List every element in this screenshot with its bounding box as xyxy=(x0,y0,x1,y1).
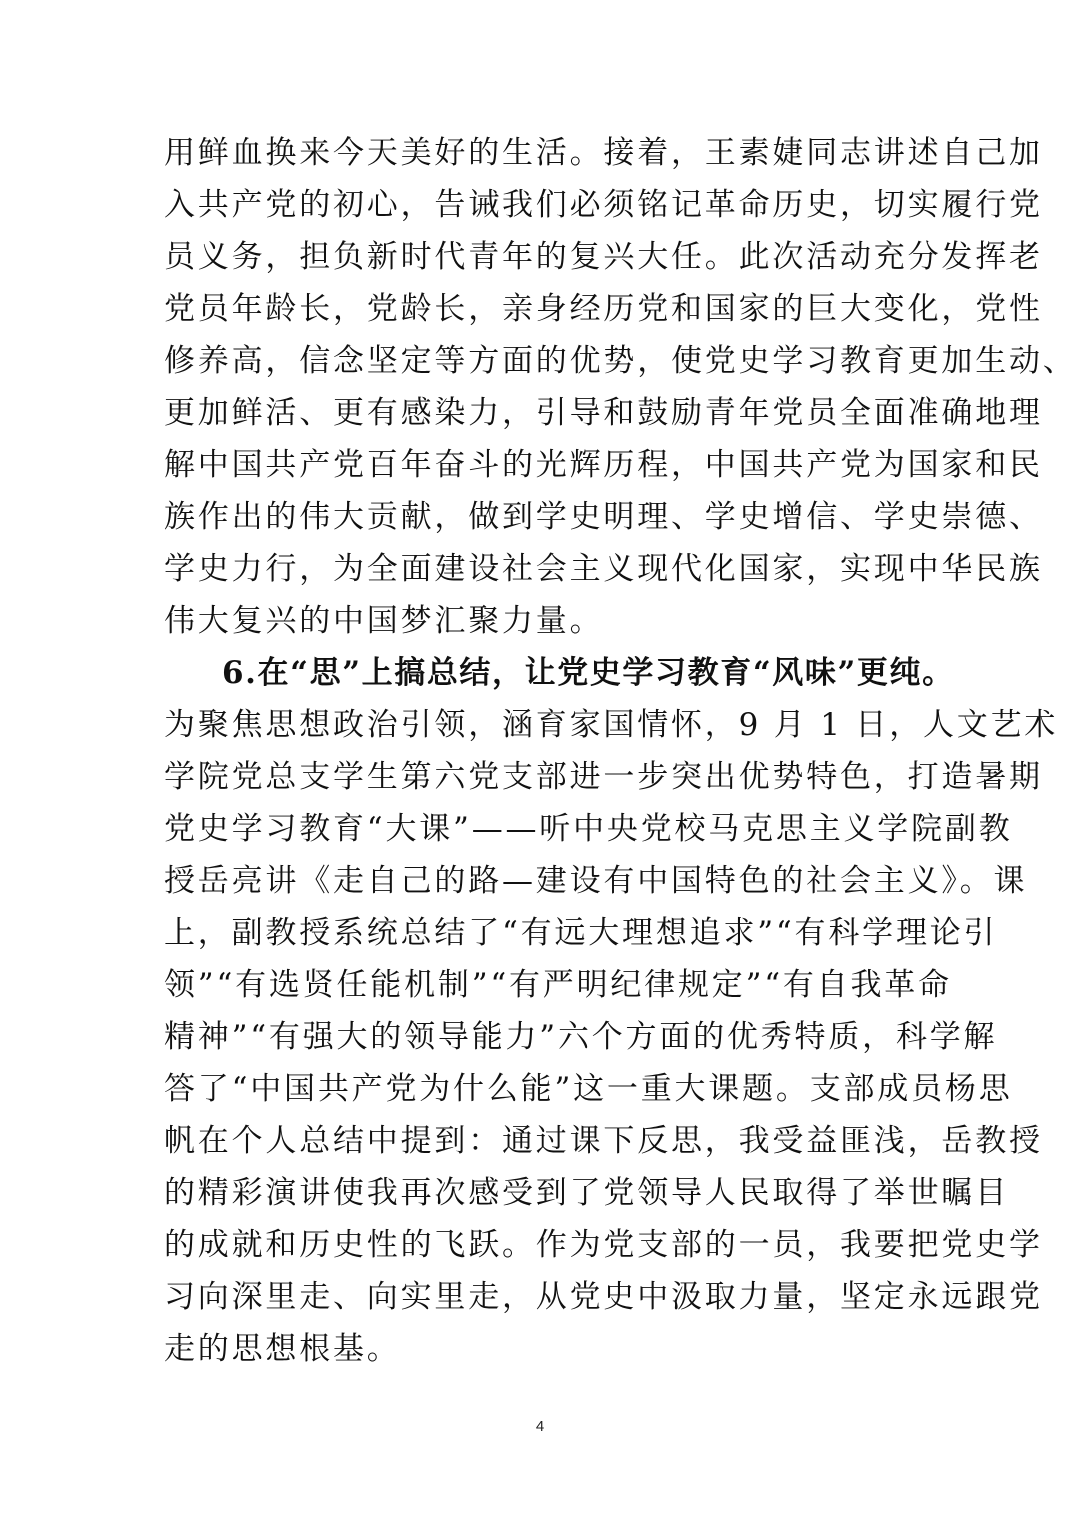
paragraph-line: 更加鲜活、更有感染力，引导和鼓励青年党员全面准确地理 xyxy=(164,395,1043,431)
paragraph-line: 党史学习教育“大课”——听中央党校马克思主义学院副教 xyxy=(164,811,1013,847)
section-heading: 6.在“思”上搞总结，让党史学习教育“风味”更纯。 xyxy=(222,655,955,691)
paragraph-2 xyxy=(164,699,1059,1375)
paragraph-line: 党员年龄长，党龄长，亲身经历党和国家的巨大变化，党性 xyxy=(164,291,1043,327)
paragraph-1 xyxy=(164,127,1077,647)
paragraph-line: 用鲜血换来今天美好的生活。接着，王素婕同志讲述自己加 xyxy=(164,135,1043,171)
paragraph-line: 学史力行，为全面建设社会主义现代化国家，实现中华民族 xyxy=(164,551,1043,587)
paragraph-line: 员义务，担负新时代青年的复兴大任。此次活动充分发挥老 xyxy=(164,239,1043,275)
page-number: 4 xyxy=(535,1418,545,1435)
paragraph-line: 学院党总支学生第六党支部进一步突出优势特色，打造暑期 xyxy=(164,759,1043,795)
paragraph-line: 为聚焦思想政治引领，涵育家国情怀，9 月 1 日，人文艺术 xyxy=(164,707,1059,743)
paragraph-line: 解中国共产党百年奋斗的光辉历程，中国共产党为国家和民 xyxy=(164,447,1043,483)
section-heading-block xyxy=(164,647,955,699)
paragraph-line: 修养高，信念坚定等方面的优势，使党史学习教育更加生动、 xyxy=(164,343,1077,379)
paragraph-line: 精神”“有强大的领导能力”六个方面的优秀特质，科学解 xyxy=(164,1019,998,1055)
paragraph-line: 伟大复兴的中国梦汇聚力量。 xyxy=(164,603,604,639)
paragraph-line: 上，副教授系统总结了“有远大理想追求”“有科学理论引 xyxy=(164,915,998,951)
paragraph-line: 走的思想根基。 xyxy=(164,1331,401,1367)
paragraph-line: 习向深里走、向实里走，从党史中汲取力量，坚定永远跟党 xyxy=(164,1279,1043,1315)
paragraph-line: 授岳亮讲《走自己的路—建设有中国特色的社会主义》。课 xyxy=(164,863,1028,899)
paragraph-line: 领”“有选贤任能机制”“有严明纪律规定”“有自我革命 xyxy=(164,967,952,1003)
paragraph-line: 的精彩演讲使我再次感受到了党领导人民取得了举世瞩目 xyxy=(164,1175,1009,1211)
paragraph-line: 的成就和历史性的飞跃。作为党支部的一员，我要把党史学 xyxy=(164,1227,1043,1263)
paragraph-line: 入共产党的初心，告诫我们必须铭记革命历史，切实履行党 xyxy=(164,187,1043,223)
paragraph-line: 帆在个人总结中提到：通过课下反思，我受益匪浅，岳教授 xyxy=(164,1123,1043,1159)
paragraph-line: 族作出的伟大贡献，做到学史明理、学史增信、学史崇德、 xyxy=(164,499,1043,535)
paragraph-line: 答了“中国共产党为什么能”这一重大课题。支部成员杨思 xyxy=(164,1071,1013,1107)
